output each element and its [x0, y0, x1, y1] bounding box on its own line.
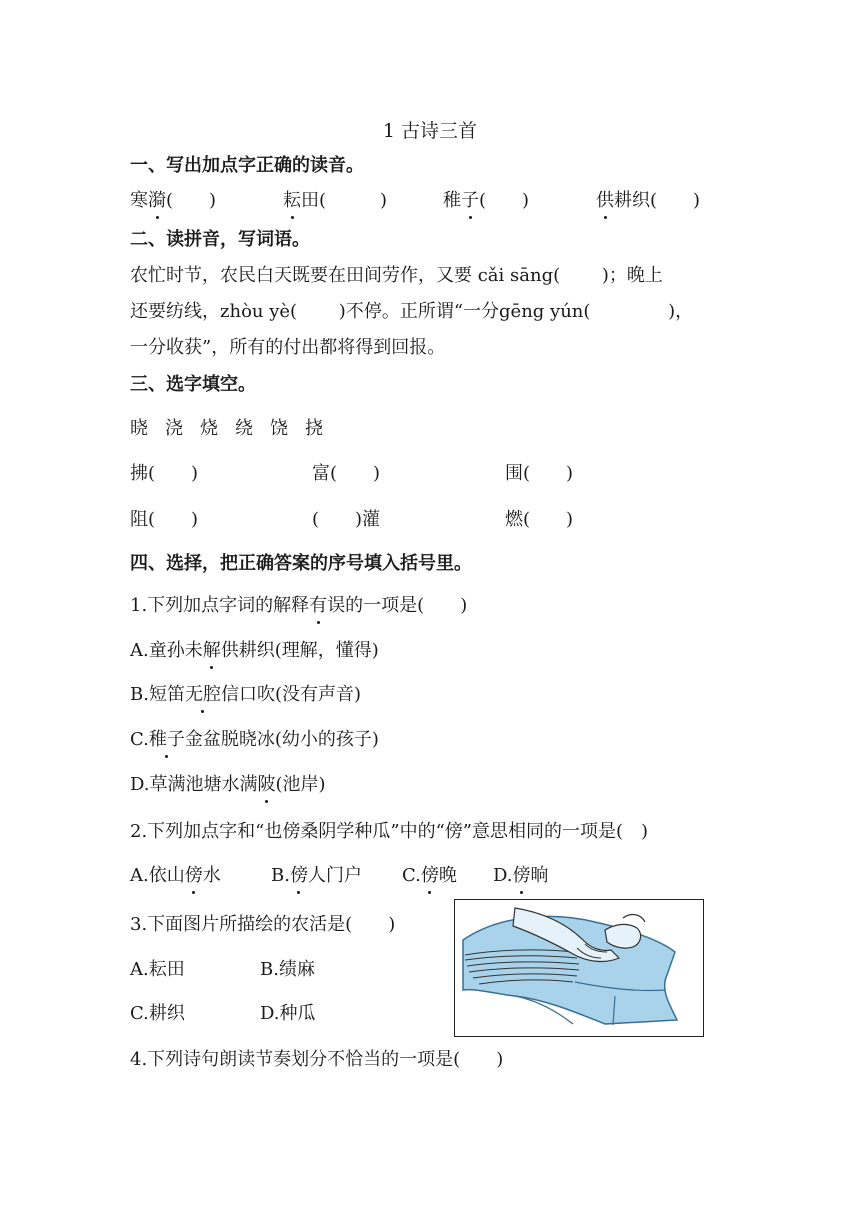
- sec1-item-1: 寒漪( ): [130, 186, 216, 212]
- section-3-heading: 三、选字填空。: [130, 374, 256, 395]
- q1-option-c: C.稚子金盆脱晓冰(幼小的孩子): [130, 725, 379, 751]
- page-title: 1 古诗三首: [382, 120, 478, 142]
- fill-blank: 阻( ): [130, 509, 199, 530]
- q1-option-d: D.草满池塘水满陂(池岸): [130, 770, 326, 796]
- illustration-svg: [455, 900, 702, 1035]
- fill-blank: ( )灌: [312, 509, 381, 530]
- char-option: 饶: [270, 418, 288, 439]
- question-2: 2.下列加点字和“也傍桑阴学种瓜”中的“傍”意思相同的一项是( ): [130, 821, 649, 842]
- question-3: 3.下面图片所描绘的农活是( ): [130, 914, 396, 935]
- char-option: 烧: [200, 418, 218, 439]
- flax-twisting-illustration: [454, 899, 704, 1037]
- q2-option-d: D.傍晌: [493, 861, 549, 887]
- q2-option-c: C.傍晚: [402, 861, 457, 887]
- sec2-line-2: 还要纺线，zhòu yè( )不停。正所谓“一分gēng yún( )，: [130, 301, 694, 322]
- section-2-heading: 二、读拼音，写词语。: [130, 229, 310, 250]
- q1-option-a: A.童孙未解供耕织(理解，懂得): [130, 636, 379, 662]
- sec2-line-3: 一分收获”，所有的付出都将得到回报。: [130, 337, 446, 358]
- q3-option-a: A.耘田: [130, 959, 185, 980]
- fill-blank: 拂( ): [130, 463, 199, 484]
- sec1-item-3: 稚子( ): [443, 186, 529, 212]
- char-options: [130, 414, 323, 440]
- char-option: 绕: [235, 418, 253, 439]
- question-1: 1.下列加点字词的解释有误的一项是( ): [130, 591, 467, 617]
- q1-option-b: B.短笛无腔信口吹(没有声音): [130, 680, 361, 706]
- q3-option-b: B.绩麻: [260, 959, 315, 980]
- sec1-item-2: 耘田( ): [283, 186, 387, 212]
- q3-option-d: D.种瓜: [260, 1003, 316, 1024]
- fill-blank: 围( ): [505, 463, 574, 484]
- char-option: 浇: [165, 418, 183, 439]
- q2-option-b: B.傍人门户: [271, 861, 362, 887]
- sec1-item-4: 供耕织( ): [596, 186, 700, 212]
- section-4-heading: 四、选择，把正确答案的序号填入括号里。: [130, 553, 472, 574]
- question-4: 4.下列诗句朗读节奏划分不恰当的一项是( ): [130, 1049, 504, 1070]
- q3-option-c: C.耕织: [130, 1003, 185, 1024]
- sec2-line-1: 农忙时节，农民白天既要在田间劳作，又要 cǎi sāng( )；晚上: [130, 265, 663, 286]
- section-1-heading: 一、写出加点字正确的读音。: [130, 155, 364, 176]
- char-option: 挠: [305, 418, 323, 439]
- char-option: 晓: [130, 418, 148, 439]
- q2-option-a: A.依山傍水: [130, 861, 221, 887]
- fill-blank: 燃( ): [505, 509, 574, 530]
- fill-blank: 富( ): [312, 463, 381, 484]
